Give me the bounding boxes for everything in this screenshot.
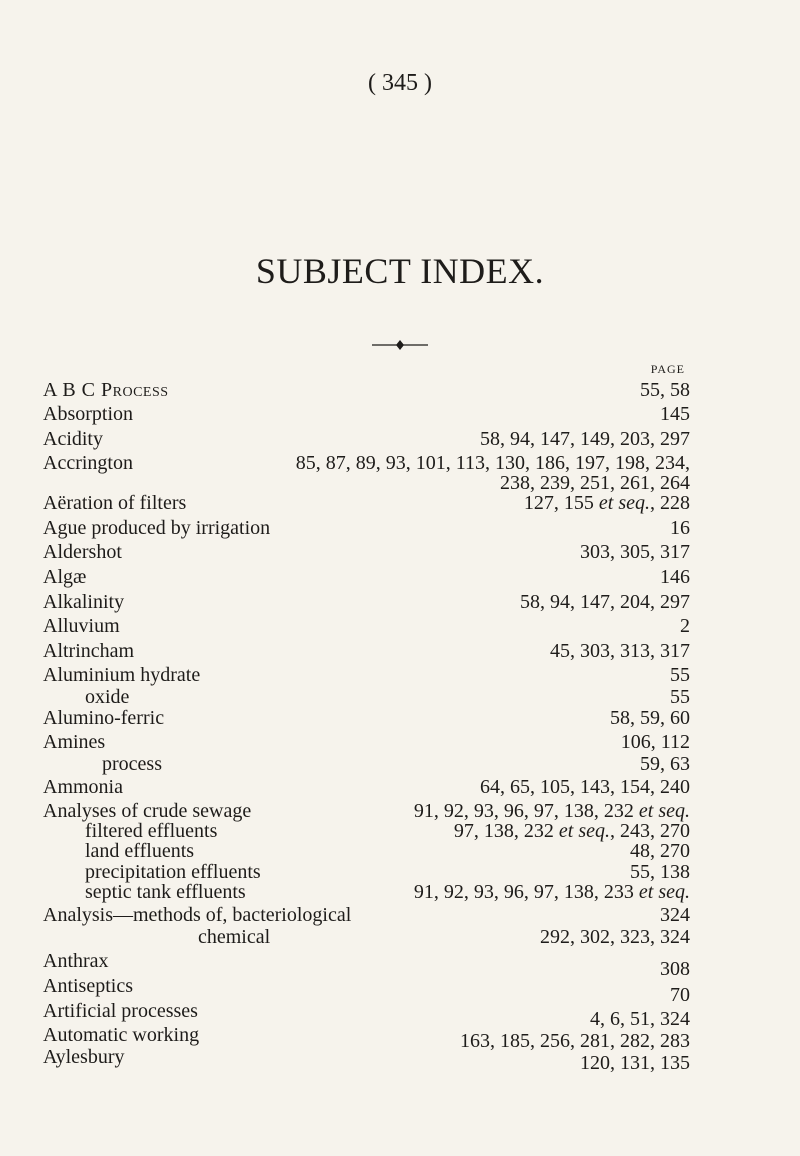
index-pages: 55 xyxy=(670,686,690,708)
index-pages: 64, 65, 105, 143, 154, 240 xyxy=(480,776,690,798)
index-term: Ammonia xyxy=(43,776,123,798)
index-pages-part: 127, 155 xyxy=(523,492,594,514)
index-term: Aldershot xyxy=(43,541,122,563)
index-term: Alumino-ferric xyxy=(43,707,165,729)
index-pages: 4, 6, 51, 324 xyxy=(590,1008,690,1030)
index-pages xyxy=(524,492,690,514)
index-subterm: filtered effluents xyxy=(85,820,218,842)
index-pages-part: , 228 xyxy=(650,492,690,514)
index-subterm: septic tank effluents xyxy=(85,881,246,903)
index-pages: 303, 305, 317 xyxy=(580,541,690,563)
index-term: A B C Process xyxy=(43,379,169,401)
index-pages: 55, 58 xyxy=(640,379,690,401)
index-pages: 45, 303, 313, 317 xyxy=(550,640,690,662)
index-pages: 58, 94, 147, 204, 297 xyxy=(520,591,690,613)
index-subterm: land effluents xyxy=(85,840,195,862)
index-subterm: chemical xyxy=(198,926,271,948)
index-subterm: process xyxy=(102,753,162,775)
index-term: Analyses of crude sewage xyxy=(43,800,252,822)
index-subterm: precipitation effluents xyxy=(85,861,261,883)
index-term: Antiseptics xyxy=(43,975,133,997)
index-pages: 106, 112 xyxy=(620,731,690,753)
index-term: Automatic working xyxy=(43,1024,200,1046)
index-term: Altrincham xyxy=(43,640,135,662)
page-number: ( 345 ) xyxy=(368,70,432,96)
index-pages: 146 xyxy=(660,566,690,588)
index-term: Aëration of filters xyxy=(43,492,187,514)
index-pages-part: 91, 92, 93, 96, 97, 138, 233 xyxy=(413,881,634,903)
index-term: Absorption xyxy=(43,403,133,425)
index-pages: 238, 239, 251, 261, 264 xyxy=(500,472,690,494)
index-pages xyxy=(414,800,690,822)
et-seq: et seq. xyxy=(598,492,650,514)
et-seq: et seq. xyxy=(638,881,690,903)
index-pages: 85, 87, 89, 93, 101, 113, 130, 186, 197, 198, 234, xyxy=(295,452,690,474)
index-term: Accrington xyxy=(43,452,133,474)
index-term: Acidity xyxy=(43,428,103,450)
index-term: Analysis—methods of, bacteriological xyxy=(43,904,352,926)
index-pages: 55 xyxy=(670,664,690,686)
index-pages: 59, 63 xyxy=(640,753,690,775)
index-term: Alkalinity xyxy=(43,591,125,613)
index-term: Ague produced by irrigation xyxy=(43,517,271,539)
page-title: SUBJECT INDEX. xyxy=(255,251,545,291)
index-pages: 292, 302, 323, 324 xyxy=(540,926,690,948)
index-pages-part: 97, 138, 232 xyxy=(453,820,554,842)
index-pages: 16 xyxy=(670,517,690,539)
index-term: Alluvium xyxy=(43,615,120,637)
index-pages: 70 xyxy=(670,984,690,1006)
index-pages xyxy=(414,881,690,903)
et-seq: et seq. xyxy=(638,800,690,822)
index-term: Artificial processes xyxy=(43,1000,198,1022)
index-pages: 324 xyxy=(660,904,690,926)
index-pages-part: , 243, 270 xyxy=(610,820,690,842)
index-pages: 2 xyxy=(680,615,690,637)
index-term: Aylesbury xyxy=(43,1046,125,1068)
index-pages xyxy=(454,820,690,842)
index-pages: 48, 270 xyxy=(630,840,690,862)
index-pages: 120, 131, 135 xyxy=(580,1052,690,1074)
index-pages-part: 91, 92, 93, 96, 97, 138, 232 xyxy=(413,800,634,822)
index-pages: 145 xyxy=(660,403,690,425)
index-term: Amines xyxy=(43,731,106,753)
index-term: Aluminium hydrate xyxy=(43,664,201,686)
index-subterm: oxide xyxy=(85,686,130,708)
ornament-divider xyxy=(372,339,428,351)
index-pages: 58, 94, 147, 149, 203, 297 xyxy=(480,428,690,450)
index-pages: 163, 185, 256, 281, 282, 283 xyxy=(460,1030,690,1052)
index-pages: 308 xyxy=(660,958,690,980)
index-pages: 55, 138 xyxy=(630,861,690,883)
et-seq: et seq. xyxy=(558,820,610,842)
index-term: Algæ xyxy=(43,566,87,588)
index-pages: 58, 59, 60 xyxy=(610,707,690,729)
page-column-header: PAGE xyxy=(650,362,685,376)
index-term: Anthrax xyxy=(43,950,109,972)
